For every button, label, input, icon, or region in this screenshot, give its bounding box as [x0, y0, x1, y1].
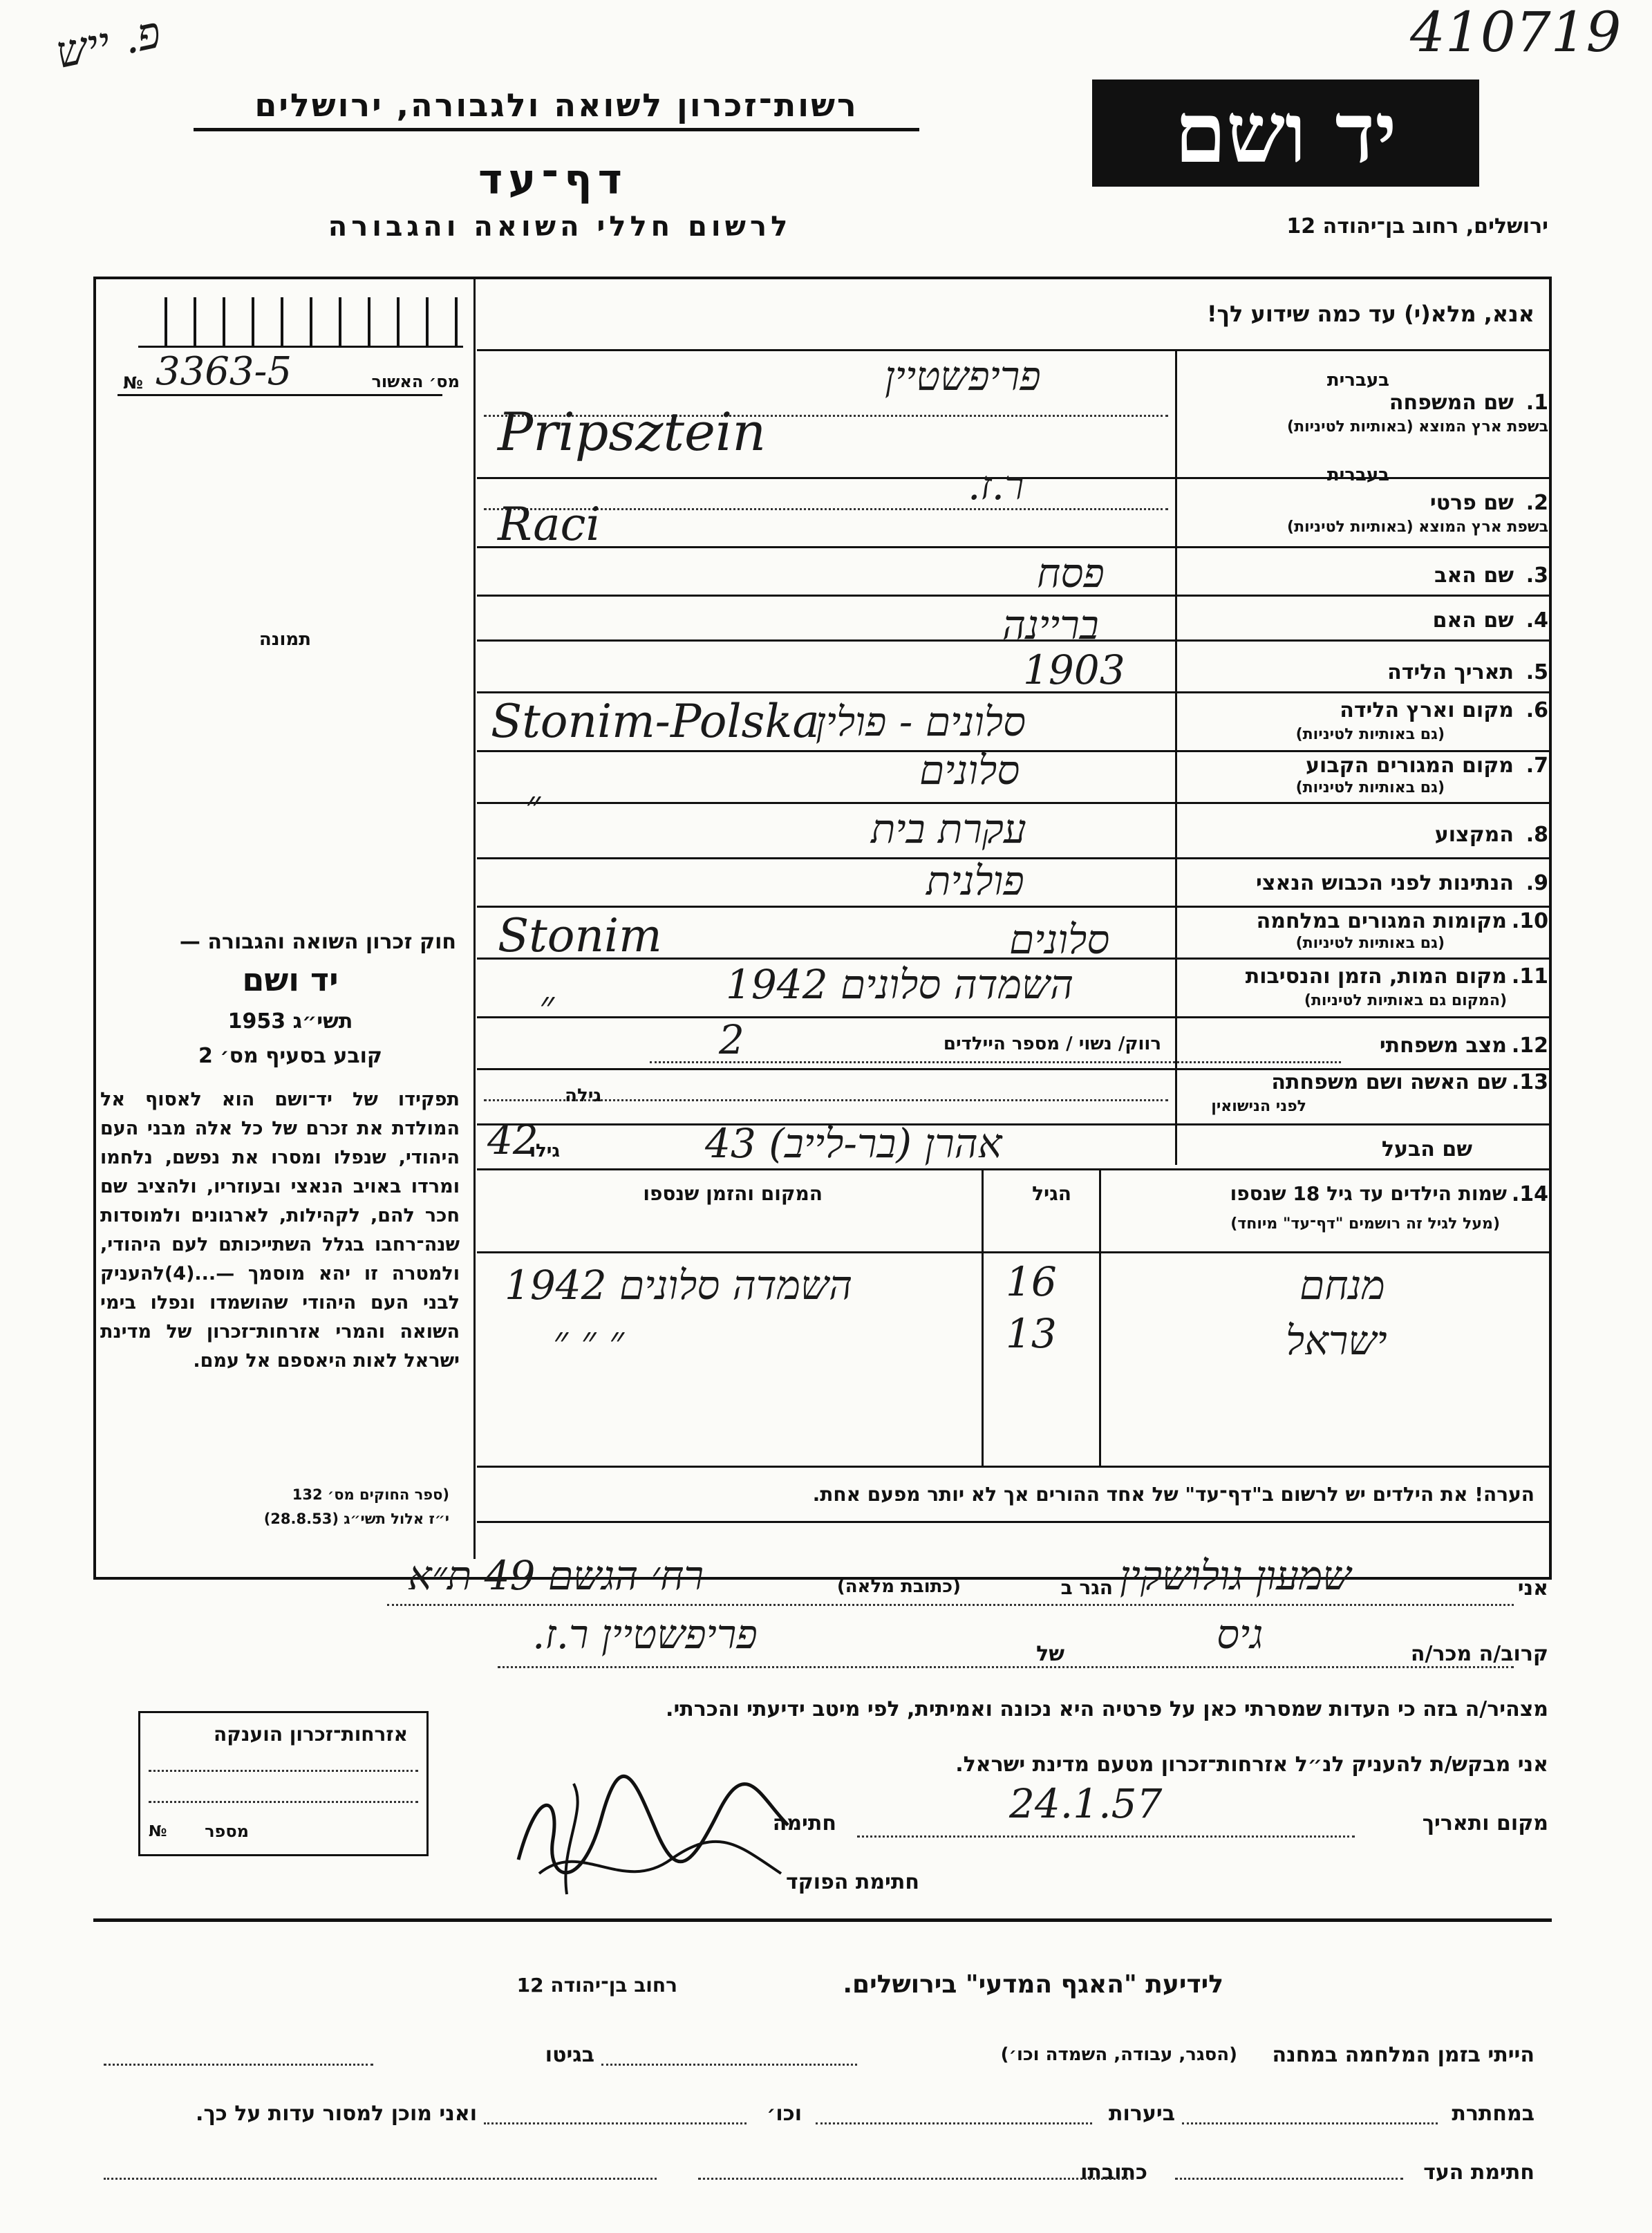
- field-6-label: מקום וארץ הלידה: [1340, 698, 1514, 722]
- field-1-sub-top: בעברית: [1326, 370, 1389, 391]
- signature-label: חתימה: [772, 1811, 836, 1835]
- field-1-sub: בשפת ארץ המוצא (באותיות לטיניות): [1287, 418, 1548, 436]
- law-ref-1: (ספר החוקים מס׳ 132: [292, 1486, 449, 1503]
- field-6-latin-value: Stonim-Polska: [491, 695, 820, 748]
- field-12-inline: רווק/ נשוי / מספר היילדים: [943, 1034, 1161, 1054]
- field-6-value: סלונים - פולין: [816, 698, 1026, 745]
- footer-line3-a: חתימת העד: [1423, 2160, 1534, 2185]
- field-13-sub: לפני הנישואין: [1211, 1098, 1306, 1115]
- instruction: אנא, מלא(י) עד כמה שידוע לך!: [1206, 301, 1534, 327]
- children-age-header: הגיל: [1032, 1182, 1071, 1205]
- footer-line2-d: ואני מוכן למסור עדות על כך.: [196, 2102, 477, 2126]
- field-12-number: 12.: [1511, 1034, 1548, 1058]
- relative-label: קרוב/ה מכר/ה: [1410, 1642, 1548, 1666]
- citizenship-box-title: אזרחות־זכרון הוענקה: [214, 1723, 408, 1746]
- footer-address: רחוב בן־יהודה 12: [516, 1974, 677, 1997]
- field-11-sub: (המקום גם באותיות לטיניות): [1304, 992, 1507, 1009]
- field-10-latin-value: Stonim: [498, 909, 662, 962]
- field-7-ditto: ״: [525, 781, 541, 828]
- form-subtitle: לרשום חללי השואה והגבורה: [328, 211, 792, 243]
- husband-age-value: 42: [487, 1116, 538, 1164]
- law-section: קובע בסעיף מס׳ 2: [198, 1044, 383, 1068]
- field-2-sub: בשפת ארץ המוצא (באותיות לטיניות): [1287, 518, 1548, 536]
- field-2-latin-value: Raci: [498, 498, 601, 551]
- law-year: תשי״ג 1953: [227, 1009, 353, 1034]
- husband-label: שם הבעל: [1381, 1137, 1472, 1161]
- field-9-value: פולנית: [926, 857, 1024, 904]
- field-3-label: שם האב: [1434, 563, 1514, 588]
- child-1-age: 16: [1006, 1258, 1057, 1305]
- field-7-value: סלונים: [919, 747, 1020, 794]
- footer-line1-b: (הסגר, עבודה, השמדה וכו׳): [1000, 2044, 1237, 2065]
- field-5-value: 1903: [1023, 646, 1125, 693]
- field-2-sub-top: בעברית: [1326, 465, 1389, 485]
- signature-scribble: [498, 1756, 802, 1908]
- footer-line2-c: וכו׳: [767, 2102, 802, 2126]
- photo-label: תמונה: [259, 629, 311, 650]
- field-4-number: 4.: [1526, 608, 1548, 633]
- husband-age-label: גילו: [529, 1141, 560, 1161]
- field-5-label: תאריך הלידה: [1387, 660, 1514, 684]
- field-12-value: 2: [719, 1016, 744, 1063]
- field-10-label: מקומות המגורים במלחמה: [1256, 909, 1507, 933]
- resident-label: הגר ב: [1060, 1576, 1113, 1599]
- institute-name: רשות־זכרון לשואה ולגבורה, ירושלים: [194, 86, 919, 131]
- remark: הערה! את הילדים יש לרשום ב"דף־עד" של אחד ההורים אך לא יותר מפעם אחת.: [812, 1483, 1534, 1506]
- field-13-age-label: גילה: [565, 1085, 601, 1106]
- footer-line1-c: בגיטו: [545, 2043, 594, 2067]
- full-address-label: (כתובת מלאה): [836, 1576, 961, 1597]
- officer-signature-label: חתימת הפוקד: [786, 1870, 919, 1894]
- field-6-number: 6.: [1526, 698, 1548, 722]
- child-2-place: ״ ״ ״: [553, 1317, 624, 1364]
- field-11-ditto: ״: [539, 982, 555, 1029]
- law-text: תפקידו של יד־ושם הוא לאסוף אל המולדת את זכרם של כל אלה מבני העם היהודי, שנפלו ומסרו את נפשם, נלחמו ומרדו באויב הנאצי ובעוזריו, ולהציב שם חכר להם, לקהילות, לארגונים ולמוסדות שנה־רחבו בגלל השתייכותם לעם היהודי, ולמטרה זו יהא מוסמך —...(4)להעניק לבני העם היהודי שהושמדו ונפלו בימי השואה והמרי אזרחות־זכרון של מדינת ישראל לאות היאספם אל עמם.: [100, 1089, 460, 1372]
- footer-line2-b: ביערות: [1109, 2102, 1175, 2126]
- field-11-number: 11.: [1511, 964, 1548, 989]
- field-9-label: הנתינות לפני הכבוש הנאצי: [1256, 871, 1514, 895]
- relative-value: גיס: [1217, 1611, 1264, 1658]
- field-4-value: בריינה: [1002, 601, 1099, 648]
- field-1-number: 1.: [1526, 391, 1548, 415]
- field-7-label: מקום המגורים הקבוע: [1306, 754, 1514, 778]
- citizenship-no-mark: №: [149, 1823, 167, 1840]
- declaration-i-value: שמעון גולושקין: [1120, 1552, 1351, 1599]
- field-7-number: 7.: [1526, 754, 1548, 778]
- form-title: דף־עד: [478, 156, 628, 204]
- children-title: שמות הילדים עד גיל 18 שנספו: [1230, 1182, 1507, 1205]
- field-10-sub: (גם באותיות לטיניות): [1295, 935, 1445, 952]
- field-12-label: מצב משפחתי: [1379, 1034, 1507, 1058]
- law-name: יד ושם: [242, 961, 339, 998]
- field-2-label: שם פרטי: [1429, 491, 1514, 515]
- field-10-value: סלונים: [1009, 916, 1110, 963]
- of-label: של: [1036, 1642, 1064, 1666]
- law-ref-2: י״ז אלול תשי״ג (28.8.53): [263, 1511, 449, 1527]
- place-date-label: מקום ותאריך: [1422, 1811, 1548, 1835]
- corner-note: פ. ייש: [50, 6, 166, 80]
- header-address: ירושלים, רחוב בן־יהודה 12: [1286, 214, 1548, 239]
- field-6-sub: (גם באותיות לטיניות): [1295, 726, 1445, 743]
- archive-number: 410719: [1410, 0, 1622, 64]
- declaration-statement: מצהיר/ה בזה כי העדות שמסרתי כאן על פרטיה היא נכונה ואמיתית, לפי מיטב ידיעתי והכרתי.: [666, 1697, 1548, 1721]
- field-13-label: שם האשה ושם משפחתה: [1271, 1070, 1507, 1094]
- field-11-label: מקום המות, הזמן והנסיבות: [1245, 964, 1507, 989]
- field-13-number: 13.: [1511, 1070, 1548, 1094]
- yad-vashem-logo: יד ושם: [1092, 80, 1479, 187]
- address-value: רח׳ הגשם 49 ת״א: [408, 1552, 704, 1599]
- field-10-number: 10.: [1511, 909, 1548, 933]
- footer-line3-b: כתובתו: [1080, 2160, 1147, 2185]
- child-1-name: מנחם: [1299, 1262, 1385, 1309]
- child-2-name: ישראל: [1286, 1317, 1387, 1364]
- child-2-age: 13: [1006, 1310, 1057, 1357]
- field-1-label: שם המשפחה: [1389, 391, 1514, 415]
- date-value: 24.1.57: [1009, 1780, 1163, 1827]
- field-3-value: פסח: [1037, 550, 1105, 597]
- law-title: חוק זכרון השואה והגבורה —: [179, 930, 456, 954]
- citizenship-number-label: מספר: [205, 1822, 249, 1841]
- field-9-number: 9.: [1526, 871, 1548, 895]
- field-3-number: 3.: [1526, 563, 1548, 588]
- footer-title: לידיעת "האגף המדעי" בירושלים.: [843, 1970, 1223, 1999]
- footer-line1-a: הייתי בזמן המלחמה במחנה: [1272, 2043, 1534, 2067]
- field-8-label: המקצוע: [1434, 823, 1514, 847]
- tally-marks: [138, 297, 463, 348]
- field-2-number: 2.: [1526, 491, 1548, 515]
- declaration-request: אני מבקש/ת להעניק לנ״ל אזרחות־זכרון מטעם מדינת ישראל.: [955, 1753, 1548, 1777]
- field-1-latin-value: Pripsztein: [498, 401, 767, 463]
- approval-number: 3363-5: [156, 349, 292, 394]
- husband-value: אהרן (בר-לייב) 43: [705, 1120, 1002, 1167]
- children-place-header: המקום והזמן שנספו: [643, 1182, 823, 1205]
- approval-label: מס׳ האשור: [371, 372, 460, 391]
- approval-no-mark: №: [123, 373, 143, 393]
- field-5-number: 5.: [1526, 660, 1548, 684]
- children-number: 14.: [1511, 1182, 1548, 1206]
- field-7-sub: (גם באותיות לטיניות): [1295, 779, 1445, 796]
- field-4-label: שם האם: [1432, 608, 1514, 633]
- of-value: פריפשטיין ר.ז.: [532, 1611, 758, 1658]
- declaration-i-label: אני: [1517, 1576, 1548, 1600]
- children-note: (מעל לגיל זה רושמים "דף־עד" מיוחד): [1230, 1215, 1500, 1233]
- field-8-number: 8.: [1526, 823, 1548, 847]
- footer-line2-a: במחתרת: [1452, 2102, 1534, 2126]
- field-1-hebrew-value: פריפשטיין: [885, 353, 1041, 400]
- child-1-place: השמדה סלונים 1942: [505, 1262, 853, 1309]
- field-8-value: עקרת בית: [871, 805, 1026, 852]
- field-2-hebrew-value: ר.ז.: [968, 462, 1024, 509]
- field-11-value: השמדה סלונים 1942: [726, 961, 1074, 1008]
